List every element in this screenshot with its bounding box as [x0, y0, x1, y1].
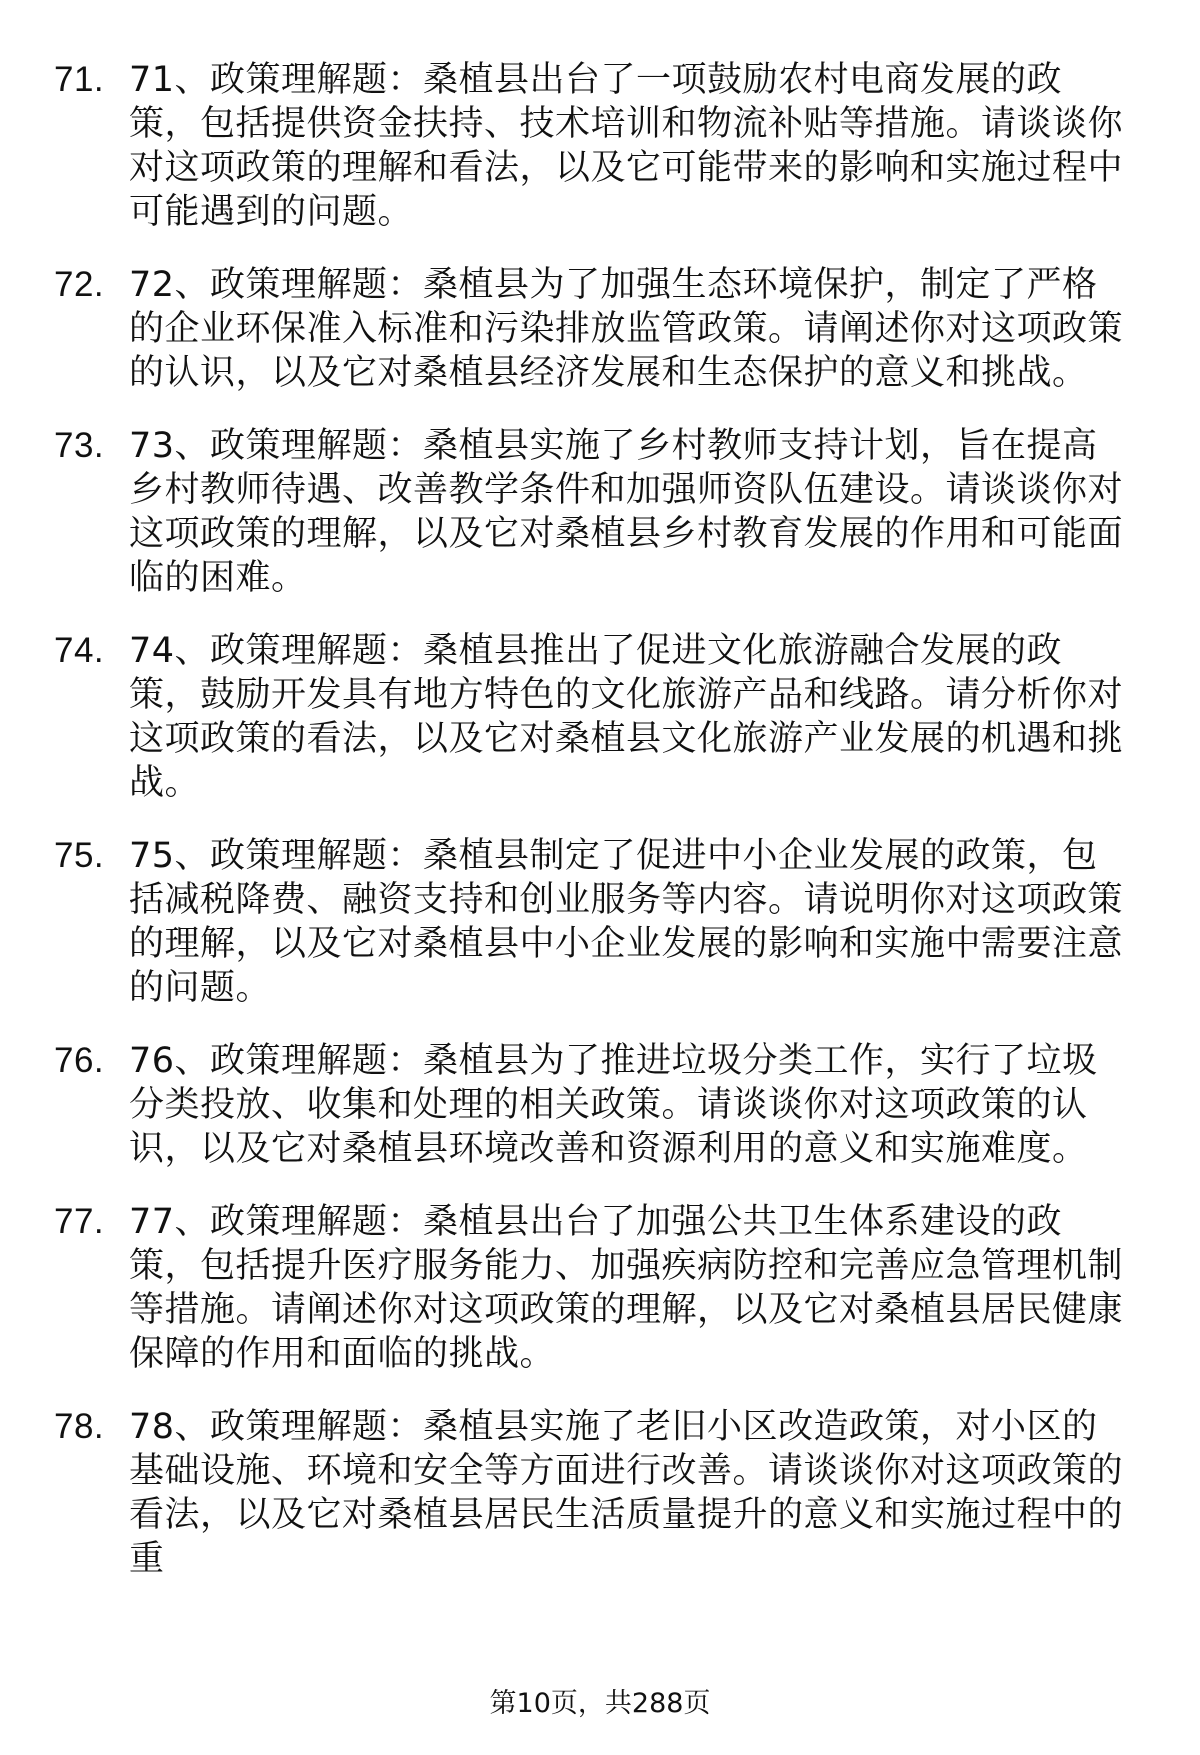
question-number: 76. — [54, 1041, 105, 1080]
question-text: 73、政策理解题：桑植县实施了乡村教师支持计划，旨在提高乡村教师待遇、改善教学条件和加强师资队伍建设。请谈谈你对这项政策的理解，以及它对桑植县乡村教育发展的作用和可能面临的困难。 — [129, 426, 1124, 598]
question-text: 78、政策理解题：桑植县实施了老旧小区改造政策，对小区的基础设施、环境和安全等方面进行改善。请谈谈你对这项政策的看法，以及它对桑植县居民生活质量提升的意义和实施过程中的重 — [129, 1407, 1124, 1579]
question-number: 72. — [54, 265, 105, 304]
question-list — [54, 58, 1144, 1610]
question-text: 76、政策理解题：桑植县为了推进垃圾分类工作，实行了垃圾分类投放、收集和处理的相关政策。请谈谈你对这项政策的认识，以及它对桑植县环境改善和资源利用的意义和实施难度。 — [129, 1041, 1098, 1169]
question-number: 78. — [54, 1407, 105, 1446]
question-item — [54, 263, 1144, 395]
question-text: 75、政策理解题：桑植县制定了促进中小企业发展的政策，包括减税降费、融资支持和创业服务等内容。请说明你对这项政策的理解，以及它对桑植县中小企业发展的影响和实施中需要注意的问题。 — [129, 836, 1124, 1008]
question-item — [54, 58, 1144, 234]
question-item — [54, 834, 1144, 1010]
question-item — [54, 1405, 1144, 1581]
question-text: 77、政策理解题：桑植县出台了加强公共卫生体系建设的政策，包括提升医疗服务能力、加强疾病防控和完善应急管理机制等措施。请阐述你对这项政策的理解，以及它对桑植县居民健康保障的作用和面临的挑战。 — [129, 1202, 1124, 1374]
question-number: 74. — [54, 631, 105, 670]
page-footer: 第10页，共288页 — [489, 1688, 711, 1719]
question-number: 75. — [54, 836, 105, 875]
question-number: 77. — [54, 1202, 105, 1241]
question-text: 74、政策理解题：桑植县推出了促进文化旅游融合发展的政策，鼓励开发具有地方特色的文化旅游产品和线路。请分析你对这项政策的看法，以及它对桑植县文化旅游产业发展的机遇和挑战。 — [129, 631, 1124, 803]
question-item — [54, 424, 1144, 600]
question-number: 71. — [54, 60, 105, 99]
question-item — [54, 1200, 1144, 1376]
question-text: 71、政策理解题：桑植县出台了一项鼓励农村电商发展的政策，包括提供资金扶持、技术培训和物流补贴等措施。请谈谈你对这项政策的理解和看法，以及它可能带来的影响和实施过程中可能遇到的问题。 — [129, 60, 1124, 232]
question-number: 73. — [54, 426, 105, 465]
question-text: 72、政策理解题：桑植县为了加强生态环境保护，制定了严格的企业环保准入标准和污染排放监管政策。请阐述你对这项政策的认识，以及它对桑植县经济发展和生态保护的意义和挑战。 — [129, 265, 1124, 393]
question-item — [54, 1039, 1144, 1171]
question-item — [54, 629, 1144, 805]
